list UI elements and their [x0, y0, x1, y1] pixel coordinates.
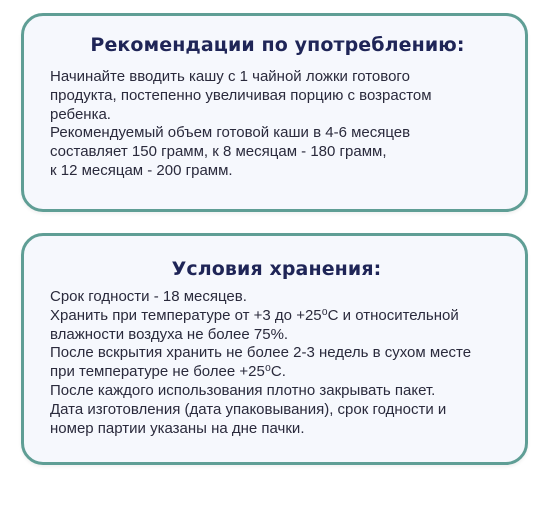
- usage-line: Начинайте вводить кашу с 1 чайной ложки готового: [50, 68, 410, 85]
- usage-line: составляет 150 грамм, к 8 месяцам - 180 грамм,: [50, 143, 387, 161]
- usage-recommendations-card: [21, 13, 528, 212]
- storage-line: номер партии указаны на дне пачки.: [50, 419, 305, 437]
- storage-conditions-title: Условия хранения:: [171, 258, 382, 280]
- usage-recommendations-text: [24, 56, 525, 181]
- storage-line: Дата изготовления (дата упаковывания), срок годности и: [50, 400, 447, 418]
- storage-line: при температуре не более +25⁰С.: [50, 363, 286, 381]
- usage-line: Рекомендуемый объем готовой каши в 4-6 месяцев: [50, 124, 411, 142]
- usage-line: ребенка.: [50, 105, 111, 123]
- usage-line: к 12 месяцам - 200 грамм.: [50, 161, 233, 179]
- storage-line: После каждого использования плотно закрывать пакет.: [50, 381, 436, 399]
- storage-line: Срок годности - 18 месяцев.: [50, 288, 247, 305]
- usage-recommendations-title: Рекомендации по употреблению:: [90, 34, 465, 56]
- storage-line: Хранить при температуре от +3 до +25⁰С и относительной: [50, 306, 459, 324]
- storage-line: влажности воздуха не более 75%.: [50, 325, 289, 343]
- storage-conditions-text: [24, 280, 525, 438]
- storage-line: После вскрытия хранить не более 2-3 недель в сухом месте: [50, 344, 472, 362]
- storage-conditions-card: [21, 233, 528, 465]
- usage-line: продукта, постепенно увеличивая порцию с возрастом: [50, 86, 432, 104]
